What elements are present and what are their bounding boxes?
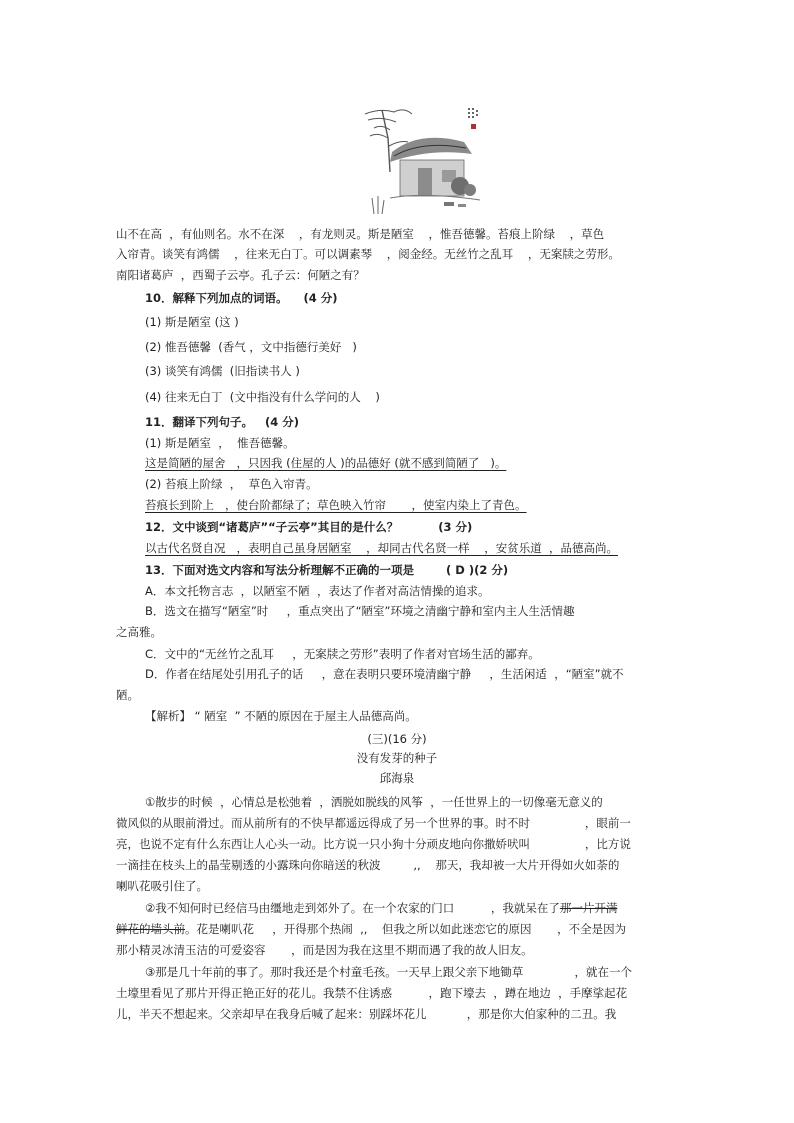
passage-p2-line1-text: ②我不知何时已经信马由缰地走到郊外了。在一个农家的门口 ，我就呆在了	[145, 901, 560, 915]
passage-p1-line5: 喇叭花吸引住了。	[116, 879, 208, 893]
passage-author: 邱海泉	[379, 771, 415, 785]
q10-answer-4: (4) 往来无白丁 (文中指没有什么学问的人 )	[145, 390, 380, 404]
passage-p3-line3: 儿，半天不想起来。父亲却早在我身后喊了起来：别踩坏花儿 ，那是你大伯家种的二丑。我	[116, 1007, 617, 1021]
q13-option-a: A．本文托物言志 ，以陋室不陋 ，表达了作者对高洁情操的追求。	[145, 584, 490, 598]
q11-answer-2: 苔痕长到阶上 ，使台阶都绿了；草色映入竹帘 ，使室内染上了青色。	[145, 498, 527, 512]
q10-answer-2: (2) 惟吾德馨 (香气 ，文中指德行美好 )	[145, 340, 357, 354]
q13-option-d-line2: 陋。	[116, 688, 139, 702]
poem-line-1: 山不在高 ，有仙则名。水不在深 ，有龙则灵。斯是陋室 ，惟吾德馨。苔痕上阶绿 ，草色	[116, 227, 605, 241]
passage-p2-line1	[145, 900, 617, 916]
passage-p2-line2	[116, 921, 626, 937]
passage-p2-line1-struck: 那一片开满	[559, 901, 618, 915]
poem-line-2: 入帘青。谈笑有鸿儒 ，往来无白丁。可以调素琴 ，阅金经。无丝竹之乱耳 ，无案牍之劳形。	[116, 247, 620, 261]
passage-p1-line3: 亮，也说不定有什么东西让人心头一动。比方说一只小狗十分顽皮地向你撒娇吠叫 ，比方说	[116, 837, 631, 851]
cottage-illustration	[360, 102, 488, 218]
passage-p3-line2: 土壕里看见了那片开得正艳正好的花儿。我禁不住诱惑 ，跑下壕去 ，蹲在地边 ，手摩挲起花	[116, 986, 628, 1000]
q13-option-b-line2: 之高雅。	[116, 625, 162, 639]
passage-p1-line4: 一滴挂在枝头上的晶莹剔透的小露珠向你暗送的秋波 ,, 那天，我却被一大片开得如火如荼的	[116, 858, 620, 872]
q13-option-c: C．文中的“无丝竹之乱耳 ，无案牍之劳形”表明了作者对官场生活的鄙弃。	[145, 647, 540, 661]
q10-answer-1: (1) 斯是陋室 (这 )	[145, 315, 239, 329]
passage-p2-line2-struck: 鲜花的墙头前	[116, 922, 185, 936]
q10-title: 10．解释下列加点的词语。 (4 分)	[145, 291, 338, 305]
passage-p2-line3: 那小精灵冰清玉洁的可爱姿容 ，而是因为我在这里不期而遇了我的故人旧友。	[116, 943, 533, 957]
passage-p3-line1: ③那是几十年前的事了。那时我还是个村童毛孩。一天早上跟父亲下地锄草 ，就在一个	[145, 965, 632, 979]
passage-p1-line1: ①散步的时候 ，心情总是松弛着 ，洒脱如脱线的风筝 ，一任世界上的一切像毫无意义的	[145, 795, 603, 809]
q13-analysis: 【解析】 “ 陋室 ” 不陋的原因在于屋主人品德高尚。	[145, 709, 417, 723]
poem-line-3: 南阳诸葛庐 ，西蜀子云亭。孔子云：何陋之有？	[116, 268, 365, 282]
passage-title: 没有发芽的种子	[356, 751, 438, 765]
q12-answer: 以古代名贤自况 ，表明自己虽身居陋室 ，却同古代名贤一样 ，安贫乐道 ，品德高尚。	[145, 541, 619, 555]
q11-title: 11．翻译下列句子。 (4 分)	[145, 415, 300, 429]
q11-sentence-1: (1) 斯是陋室 ， 惟吾德馨。	[145, 436, 295, 450]
passage-p1-line2: 微风似的从眼前滑过。而从前所有的不快早都遥远得成了另一个世界的事。时不时 ，眼前一	[116, 816, 631, 830]
q12-title: 12．文中谈到“诸葛庐”“子云亭”其目的是什么？ (3 分)	[145, 520, 473, 534]
passage-p2-line2-text: 。花是喇叭花 ，开得那个热闹 ,, 但我之所以如此迷恋它的原因 ，不全是因为	[185, 922, 627, 936]
q13-option-d-line1: D．作者在结尾处引用孔子的话 ，意在表明只要环境清幽宁静 ，生活闲适 ，“陋室”就不	[145, 667, 624, 681]
q10-answer-3: (3) 谈笑有鸿儒 (旧指读书人 )	[145, 364, 300, 378]
q11-sentence-2: (2) 苔痕上阶绿 ， 草色入帘青。	[145, 477, 318, 491]
q13-title: 13．下面对选文内容和写法分析理解不正确的一项是 ( D )(2 分)	[145, 563, 509, 577]
q13-option-b-line1: B．选文在描写“陋室”时 ，重点突出了“陋室”环境之清幽宁静和室内主人生活情趣	[145, 604, 575, 618]
q11-answer-1: 这是简陋的屋舍 ，只因我 (住屋的人 )的品德好 (就不感到简陋了 )。	[145, 456, 507, 470]
section-heading: (三)(16 分)	[367, 732, 427, 746]
